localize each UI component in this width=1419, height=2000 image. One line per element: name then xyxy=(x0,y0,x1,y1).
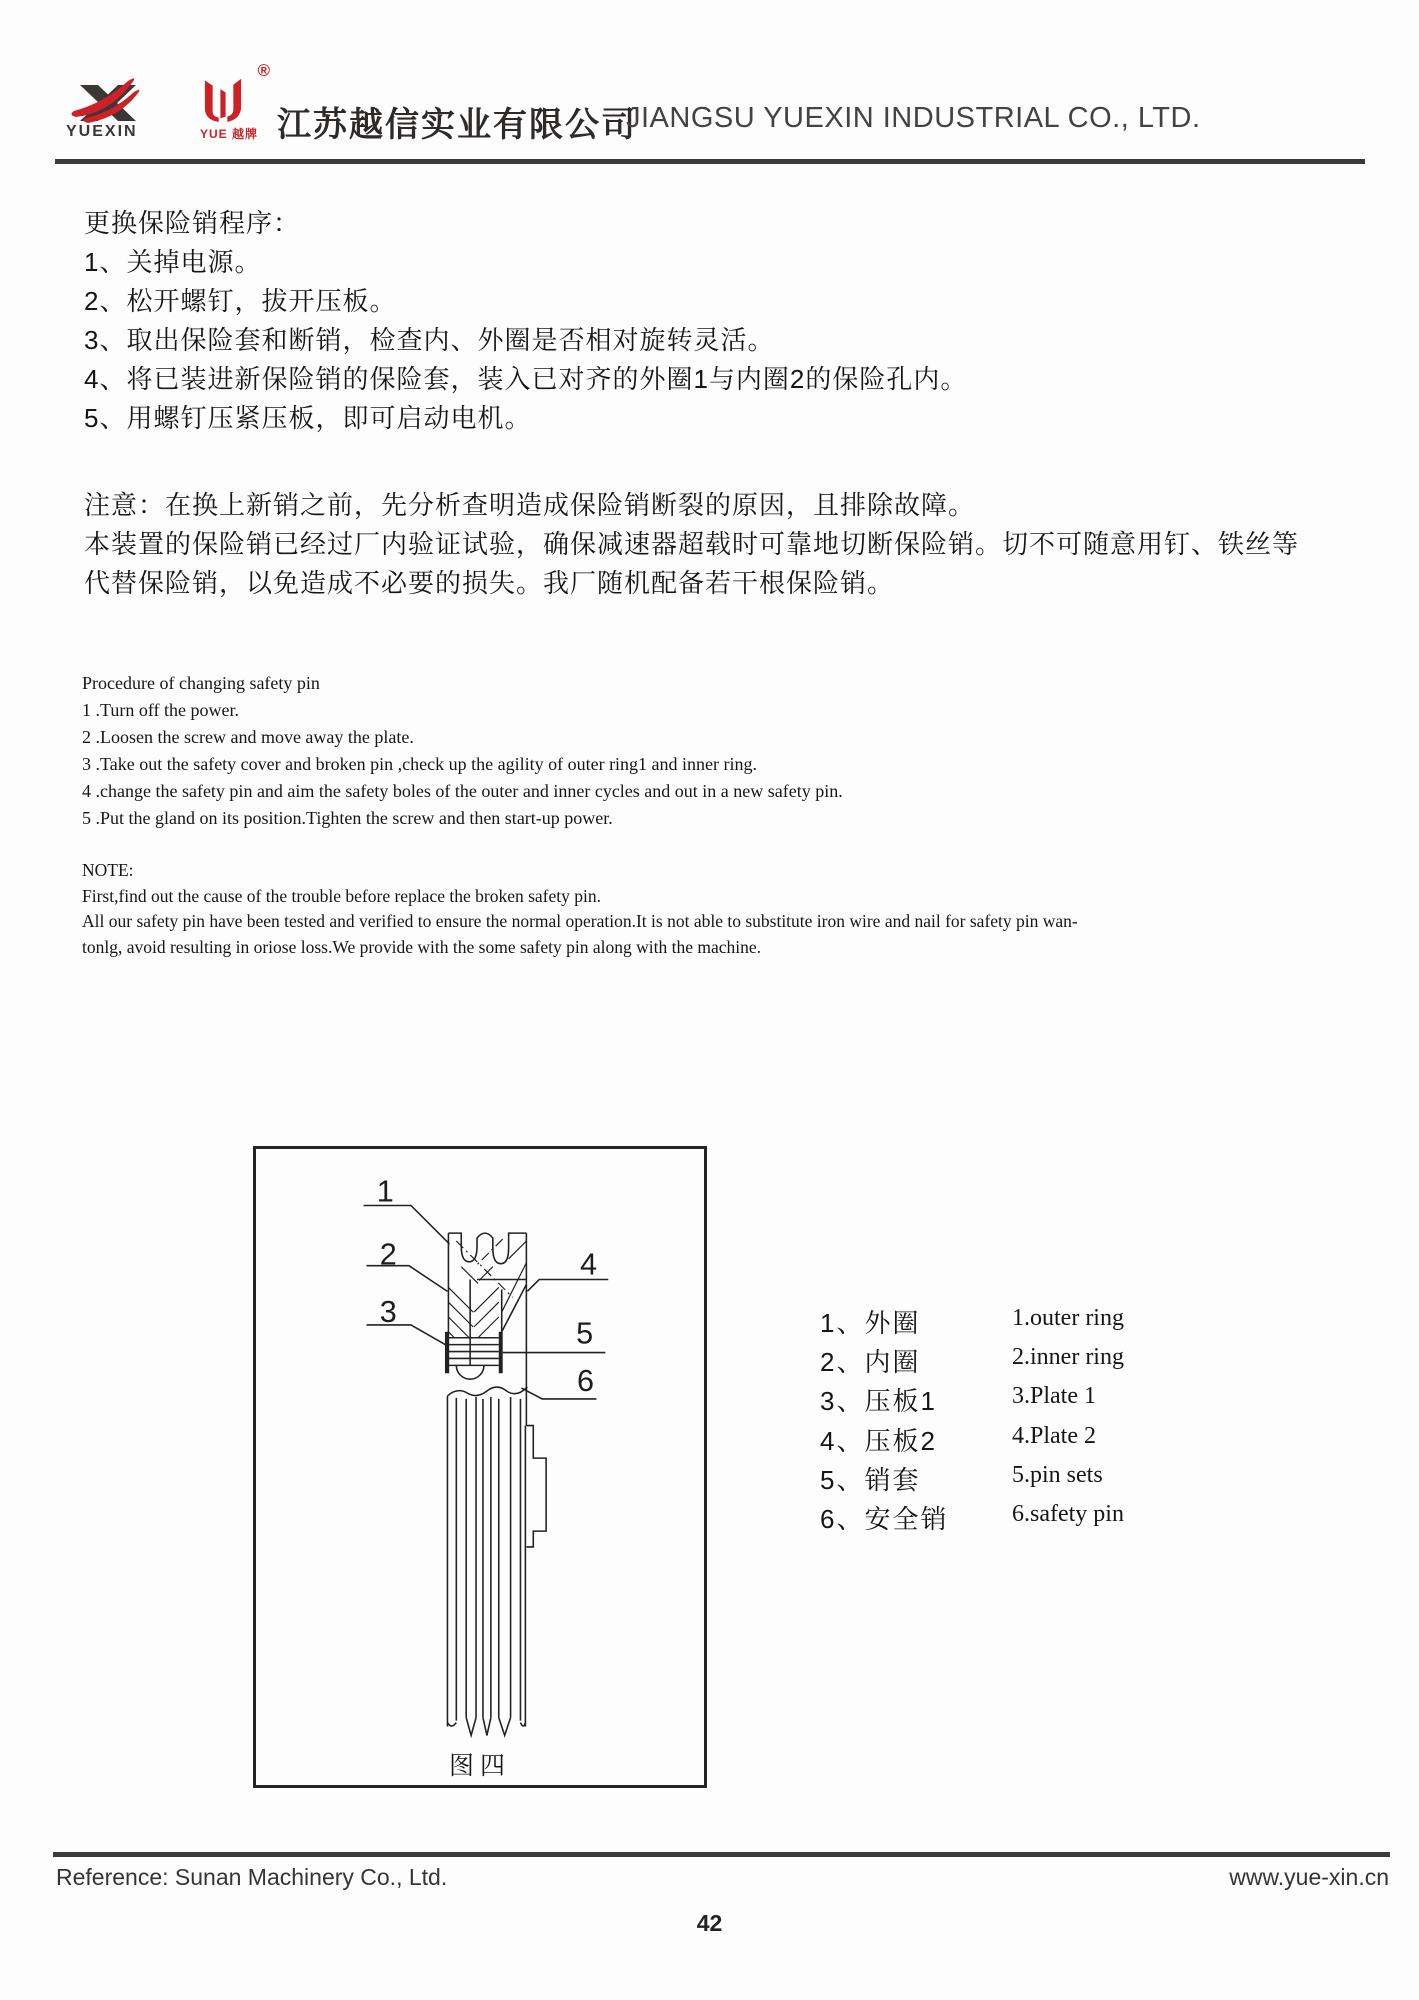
procedure-en-step: 3 .Take out the safety cover and broken pin ,check up the agility of outer ring1 and inner ring. xyxy=(82,754,758,774)
footer-rule xyxy=(53,1852,1390,1857)
legend-en-label: 1.outer ring xyxy=(1012,1305,1124,1331)
note-en-title: NOTE: xyxy=(82,860,134,880)
procedure-zh-step: 5、用螺钉压紧压板，即可启动电机。 xyxy=(84,403,532,433)
procedure-zh-step: 2、松开螺钉，拔开压板。 xyxy=(84,286,397,316)
page-number: 42 xyxy=(696,1910,723,1936)
legend-en-label: 6.safety pin xyxy=(1012,1500,1124,1527)
procedure-en-step: 1 .Turn off the power. xyxy=(82,700,239,720)
legend-row xyxy=(820,1457,1180,1496)
yue-logo-icon xyxy=(198,77,248,127)
footer-website: www.yue-xin.cn xyxy=(1229,1864,1389,1890)
callout-1: 1 xyxy=(376,1174,394,1209)
note-en-line: All our safety pin have been tested and verified to ensure the normal operation.It is not able to substitute iron wire and nail for safety pin wan- xyxy=(82,911,1078,931)
legend-en-label: 5.pin sets xyxy=(1012,1461,1103,1488)
procedure-zh-step: 1、关掉电源。 xyxy=(84,247,262,277)
safety-pin-diagram xyxy=(256,1149,704,1785)
callout-2: 2 xyxy=(379,1237,397,1272)
callout-5: 5 xyxy=(576,1316,594,1351)
legend-en-label: 4.Plate 2 xyxy=(1012,1422,1096,1449)
callout-6: 6 xyxy=(577,1364,595,1399)
note-zh-line: 本装置的保险销已经过厂内验证试验，确保减速器超载时可靠地切断保险销。切不可随意用钉、铁丝等 xyxy=(84,529,1300,559)
note-en-line: First,find out the cause of the trouble before replace the broken safety pin. xyxy=(82,885,601,906)
procedure-zh xyxy=(84,204,967,438)
legend-zh-label: 1、外圈 xyxy=(820,1308,921,1338)
legend-zh-label: 2、内圈 xyxy=(820,1347,921,1378)
procedure-zh-step: 4、将已装进新保险销的保险套，装入已对齐的外圈1与内圈2的保险孔内。 xyxy=(84,364,968,394)
legend-row xyxy=(820,1339,1180,1378)
callout-3: 3 xyxy=(379,1294,397,1329)
legend-zh-label: 3、压板1 xyxy=(820,1386,937,1417)
yue-logo-text: YUE 越牌 xyxy=(199,127,258,141)
procedure-en-title: Procedure of changing safety pin xyxy=(82,673,320,693)
procedure-en-step: 5 .Put the gland on its position.Tighten the screw and then start-up power. xyxy=(82,808,613,828)
legend-en-label: 2.inner ring xyxy=(1012,1344,1124,1371)
legend-zh-label: 6、安全销 xyxy=(820,1503,949,1534)
procedure-zh-title: 更换保险销程序： xyxy=(84,208,301,238)
figure-caption: 图四 xyxy=(448,1752,511,1780)
footer-reference: Reference: Sunan Machinery Co., Ltd. xyxy=(56,1864,448,1890)
legend-row xyxy=(820,1378,1180,1417)
procedure-en-step: 2 .Loosen the screw and move away the plate. xyxy=(82,727,414,747)
legend-zh-label: 5、销套 xyxy=(820,1464,921,1495)
legend-zh-label: 4、压板2 xyxy=(820,1425,937,1456)
callout-4: 4 xyxy=(580,1247,598,1282)
procedure-en xyxy=(82,670,843,832)
header-rule xyxy=(55,159,1365,164)
yue-logo xyxy=(192,55,270,145)
legend-row xyxy=(820,1496,1180,1535)
legend-row xyxy=(820,1300,1180,1339)
parts-legend xyxy=(820,1300,1180,1535)
procedure-zh-step: 3、取出保险套和断销，检查内、外圈是否相对旋转灵活。 xyxy=(84,325,775,355)
company-name-zh: 江苏越信实业有限公司 xyxy=(277,106,637,144)
company-name-en: JIANGSU YUEXIN INDUSTRIAL CO., LTD. xyxy=(626,102,1201,134)
note-en-line: tonlg, avoid resulting in oriose loss.We provide with the some safety pin along with the machine. xyxy=(82,936,762,957)
procedure-en-step: 4 .change the safety pin and aim the safety boles of the outer and inner cycles and out in a new safety pin. xyxy=(82,781,843,801)
note-en xyxy=(82,858,1078,960)
yuexin-logo-text: YUEXIN xyxy=(66,123,138,140)
note-zh-line: 注意：在换上新销之前，先分析查明造成保险销断裂的原因，且排除故障。 xyxy=(84,490,976,520)
registered-trademark-icon: ® xyxy=(257,61,270,80)
note-zh-line: 代替保险销，以免造成不必要的损失。我厂随机配备若干根保险销。 xyxy=(84,568,895,598)
legend-row xyxy=(820,1418,1180,1457)
figure-4-box xyxy=(253,1146,707,1788)
legend-en-label: 3.Plate 1 xyxy=(1012,1383,1096,1410)
note-zh xyxy=(84,486,1299,603)
